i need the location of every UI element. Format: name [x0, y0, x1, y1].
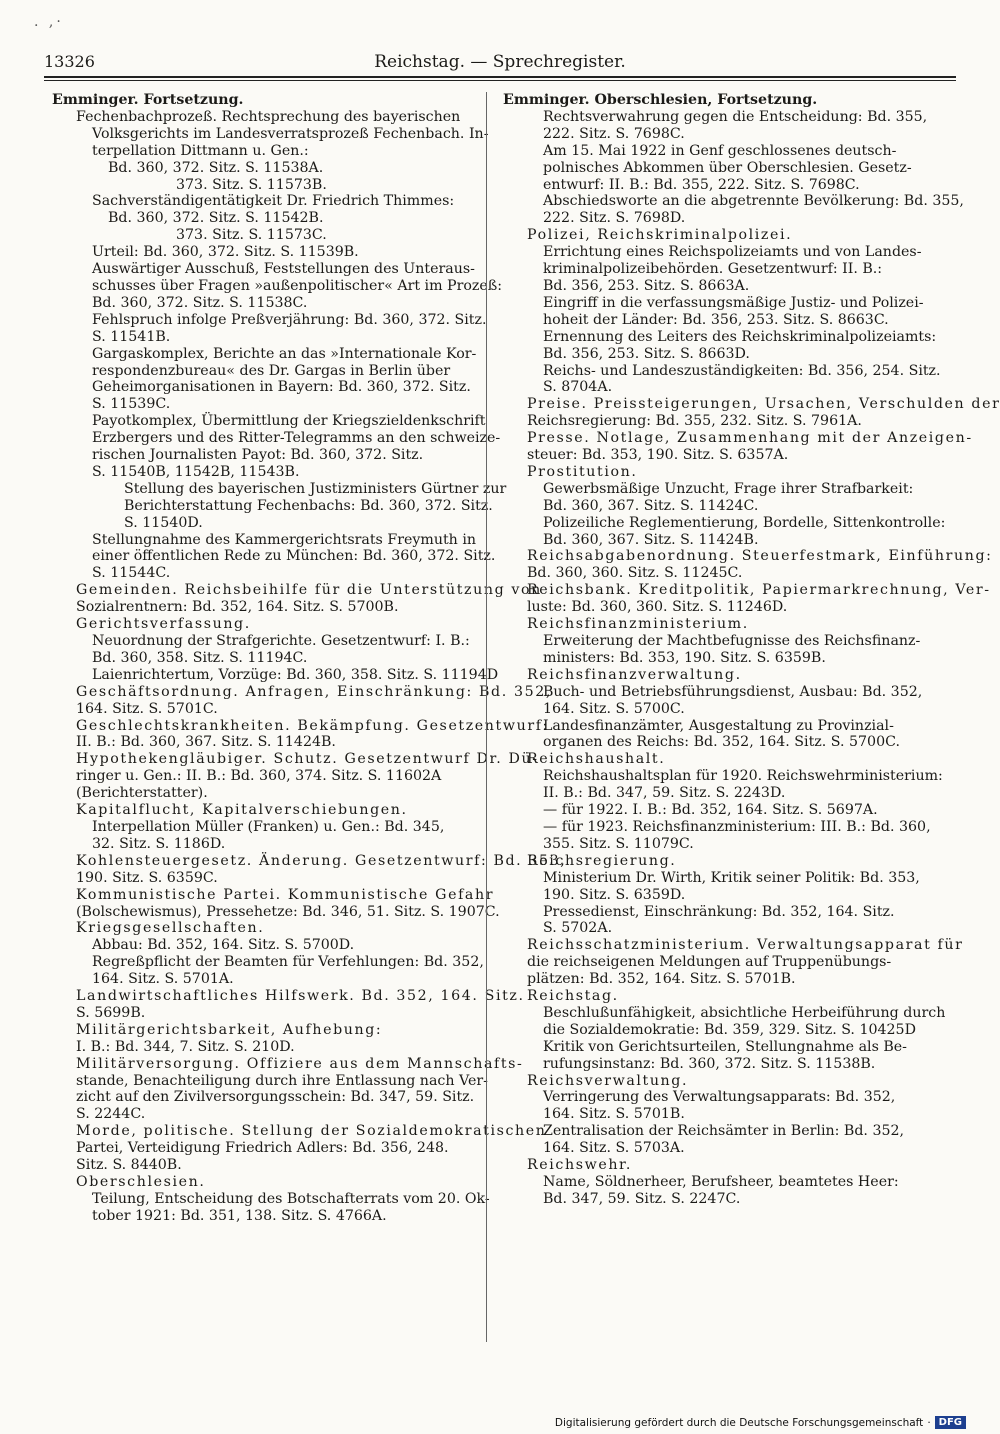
left-column-line: Partei, Verteidigung Friedrich Adlers: Bd. 356, 248.: [76, 1140, 449, 1157]
right-column-line: Polizei, Reichskriminalpolizei.: [527, 227, 793, 244]
right-column-line: Bd. 360, 360. Sitz. S. 11245C.: [527, 565, 743, 582]
corner-mark: . ,·: [34, 14, 64, 30]
dfg-logo: DFG: [935, 1416, 966, 1429]
left-column-line: 373. Sitz. S. 11573B.: [176, 176, 327, 193]
left-column-line: Bd. 360, 372. Sitz. S. 11538C.: [92, 294, 308, 311]
left-column-line: Militärversorgung. Offiziere aus dem Mannschafts-: [76, 1055, 524, 1072]
right-column-line: Zentralisation der Reichsämter in Berlin: Bd. 352,: [543, 1123, 905, 1140]
left-column-line: respondenzbureau« des Dr. Gargas in Berlin über: [92, 362, 451, 379]
right-column-line: 164. Sitz. S. 5700C.: [543, 700, 685, 717]
right-column-line: Reichsschatzministerium. Verwaltungsapparat für: [527, 937, 964, 954]
right-column-line: Gewerbsmäßige Unzucht, Frage ihrer Strafbarkeit:: [543, 480, 914, 497]
left-column-line: Abbau: Bd. 352, 164. Sitz. S. 5700D.: [92, 937, 355, 954]
right-column-line: polnisches Abkommen über Oberschlesien. Gesetz-: [543, 159, 912, 176]
left-column-line: Kapitalflucht, Kapitalverschiebungen.: [76, 802, 408, 819]
left-column-line: Auswärtiger Ausschuß, Feststellungen des Unteraus-: [92, 261, 475, 278]
left-column-line: Kommunistische Partei. Kommunistische Gefahr: [76, 886, 495, 903]
right-column-line: Reichswehr.: [527, 1157, 632, 1174]
right-column-line: Reichsregierung: Bd. 355, 232. Sitz. S. 7961A.: [527, 413, 862, 430]
right-column-line: organen des Reichs: Bd. 352, 164. Sitz. S. 5700C.: [543, 734, 900, 751]
right-column-line: Bd. 347, 59. Sitz. S. 2247C.: [543, 1190, 741, 1207]
right-column-line: Polizeiliche Reglementierung, Bordelle, Sittenkontrolle:: [543, 514, 946, 531]
right-column-line: Reichstag.: [527, 988, 619, 1005]
left-column-line: 32. Sitz. S. 1186D.: [92, 835, 226, 852]
left-column-line: Geschlechtskrankheiten. Bekämpfung. Gesetzentwurf:: [76, 717, 549, 734]
left-column-line: Bd. 360, 358. Sitz. S. 11194C.: [92, 649, 308, 666]
left-column-line: Bd. 360, 372. Sitz. S. 11542B.: [108, 210, 324, 227]
left-column-line: einer öffentlichen Rede zu München: Bd. 360, 372. Sitz.: [92, 548, 496, 565]
right-column-line: entwurf: II. B.: Bd. 355, 222. Sitz. S. 7698C.: [543, 176, 860, 193]
running-title: Reichstag. — Sprechregister.: [374, 52, 626, 72]
right-column-line: Buch- und Betriebsführungsdienst, Ausbau: Bd. 352,: [543, 683, 923, 700]
left-column-line: 190. Sitz. S. 6359C.: [76, 869, 218, 886]
left-column-line: zicht auf den Zivilversorgungsschein: Bd. 347, 59. Sitz.: [76, 1089, 475, 1106]
right-column-line: Preise. Preissteigerungen, Ursachen, Verschulden der: [527, 396, 1000, 413]
right-column-line: Bd. 356, 253. Sitz. S. 8663A.: [543, 277, 750, 294]
left-column-line: Sitz. S. 8440B.: [76, 1157, 182, 1174]
right-column-line: 190. Sitz. S. 6359D.: [543, 886, 686, 903]
left-column-line: Gerichtsverfassung.: [76, 616, 251, 633]
left-column-line: Sachverständigentätigkeit Dr. Friedrich Thimmes:: [92, 193, 455, 210]
left-column-line: S. 2244C.: [76, 1106, 146, 1123]
right-column-line: Emminger. Oberschlesien, Fortsetzung.: [503, 92, 818, 108]
right-column-line: Bd. 360, 367. Sitz. S. 11424C.: [543, 497, 759, 514]
left-column-line: Volksgerichts im Landesverratsprozeß Fechenbach. In-: [92, 125, 489, 142]
right-column-line: Presse. Notlage, Zusammenhang mit der Anzeigen-: [527, 430, 973, 447]
right-column-line: Verringerung des Verwaltungsapparats: Bd. 352,: [543, 1089, 896, 1106]
left-column-line: Emminger. Fortsetzung.: [52, 92, 244, 108]
right-column-line: Reichshaushalt.: [527, 751, 666, 768]
left-column-line: (Berichterstatter).: [76, 785, 208, 802]
right-column-line: Reichsregierung.: [527, 852, 677, 869]
left-column-line: Regreßpflicht der Beamten für Verfehlungen: Bd. 352,: [92, 954, 484, 971]
left-column-line: rischen Journalisten Payot: Bd. 360, 372. Sitz.: [92, 447, 424, 464]
right-column-line: ministers: Bd. 353, 190. Sitz. S. 6359B.: [543, 649, 826, 666]
left-column-line: (Bolschewismus), Pressehetze: Bd. 346, 51. Sitz. S. 1907C.: [76, 903, 500, 920]
right-column-line: Reichsfinanzverwaltung.: [527, 666, 742, 683]
footer-separator: ·: [927, 1416, 931, 1429]
left-column-line: Interpellation Müller (Franken) u. Gen.: Bd. 345,: [92, 818, 445, 835]
left-column-line: Teilung, Entscheidung des Botschafterrats vom 20. Ok-: [92, 1190, 490, 1207]
right-column-line: 222. Sitz. S. 7698D.: [543, 210, 686, 227]
right-column-line: plätzen: Bd. 352, 164. Sitz. S. 5701B.: [527, 971, 796, 988]
left-column-line: Kriegsgesellschaften.: [76, 920, 265, 937]
left-column-line: S. 11540B, 11542B, 11543B.: [92, 463, 300, 480]
right-column-line: 164. Sitz. S. 5703A.: [543, 1140, 685, 1157]
right-column-line: 355. Sitz. S. 11079C.: [543, 835, 694, 852]
page-header: [44, 52, 956, 74]
left-column-line: Sozialrentnern: Bd. 352, 164. Sitz. S. 5700B.: [76, 599, 399, 616]
right-column-line: kriminalpolizeibehörden. Gesetzentwurf: II. B.:: [543, 261, 883, 278]
left-column-line: 164. Sitz. S. 5701C.: [76, 700, 218, 717]
right-column-line: die reichseigenen Meldungen auf Truppenübungs-: [527, 954, 892, 971]
right-column-line: Landesfinanzämter, Ausgestaltung zu Provinzial-: [543, 717, 894, 734]
left-column-line: Landwirtschaftliches Hilfswerk. Bd. 352, 164. Sitz.: [76, 988, 525, 1005]
right-column-line: Reichs- und Landeszuständigkeiten: Bd. 356, 254. Sitz.: [543, 362, 941, 379]
right-column-line: Reichsverwaltung.: [527, 1072, 689, 1089]
left-column-line: tober 1921: Bd. 351, 138. Sitz. S. 4766A.: [92, 1207, 387, 1224]
right-column-line: Bd. 356, 253. Sitz. S. 8663D.: [543, 345, 750, 362]
left-column-line: Urteil: Bd. 360, 372. Sitz. S. 11539B.: [92, 244, 359, 261]
left-column-line: Geheimorganisationen in Bayern: Bd. 360, 372. Sitz.: [92, 379, 471, 396]
left-column-line: Morde, politische. Stellung der Sozialdemokratischen: [76, 1123, 547, 1140]
left-column-line: Neuordnung der Strafgerichte. Gesetzentwurf: I. B.:: [92, 633, 470, 649]
left-column-line: stande, Benachteiligung durch ihre Entlassung nach Ver-: [76, 1072, 488, 1089]
column-divider: [486, 92, 487, 1342]
left-column-line: S. 11544C.: [92, 565, 171, 582]
left-column-line: Oberschlesien.: [76, 1174, 206, 1190]
right-column-line: S. 5702A.: [543, 920, 613, 937]
header-rule-thin: [44, 80, 956, 81]
right-column-line: die Sozialdemokratie: Bd. 359, 329. Sitz. S. 10425D: [543, 1021, 916, 1038]
left-column-line: I. B.: Bd. 344, 7. Sitz. S. 210D.: [76, 1038, 295, 1055]
right-column-line: Reichsabgabenordnung. Steuerfestmark, Einführung:: [527, 548, 993, 565]
right-column-line: Am 15. Mai 1922 in Genf geschlossenes deutsch-: [543, 142, 897, 159]
right-column-line: Bd. 360, 367. Sitz. S. 11424B.: [543, 531, 759, 548]
right-column-line: rufungsinstanz: Bd. 360, 372. Sitz. S. 11538B.: [543, 1055, 876, 1072]
right-column-line: Pressedienst, Einschränkung: Bd. 352, 164. Sitz.: [543, 903, 895, 920]
header-rule: [44, 76, 956, 78]
left-column-line: Fechenbachprozeß. Rechtsprechung des bayerischen: [76, 108, 461, 125]
right-column-line: hoheit der Länder: Bd. 356, 253. Sitz. S. 8663C.: [543, 311, 889, 328]
right-column-line: Erweiterung der Machtbefugnisse des Reichsfinanz-: [543, 633, 921, 649]
left-column-line: Fehlspruch infolge Preßverjährung: Bd. 360, 372. Sitz.: [92, 311, 487, 328]
left-column-line: S. 5699B.: [76, 1004, 146, 1021]
left-column-line: 164. Sitz. S. 5701A.: [92, 971, 234, 988]
right-column-line: 222. Sitz. S. 7698C.: [543, 125, 685, 142]
right-column-line: Ministerium Dr. Wirth, Kritik seiner Politik: Bd. 353,: [543, 869, 920, 886]
left-column-line: Hypothekengläubiger. Schutz. Gesetzentwurf Dr. Dü-: [76, 751, 539, 768]
right-column-line: 164. Sitz. S. 5701B.: [543, 1106, 685, 1123]
left-column-line: II. B.: Bd. 360, 367. Sitz. S. 11424B.: [76, 734, 336, 751]
right-column: [503, 92, 1000, 1208]
right-column-line: Errichtung eines Reichspolizeiamts und von Landes-: [543, 244, 922, 261]
right-column-line: II. B.: Bd. 347, 59. Sitz. S. 2243D.: [543, 785, 786, 802]
right-column-line: Prostitution.: [527, 463, 638, 480]
right-column-line: Name, Söldnerheer, Berufsheer, beamtetes Heer:: [543, 1174, 899, 1190]
left-column-line: terpellation Dittmann u. Gen.:: [92, 142, 309, 159]
right-column-line: — für 1922. I. B.: Bd. 352, 164. Sitz. S. 5697A.: [543, 802, 878, 819]
left-column-line: Kohlensteuergesetz. Änderung. Gesetzentwurf: Bd. 353,: [76, 852, 567, 869]
left-column-line: 373. Sitz. S. 11573C.: [176, 227, 327, 244]
page-number: 13326: [44, 52, 95, 71]
left-column-line: Laienrichtertum, Vorzüge: Bd. 360, 358. Sitz. S. 11194D: [92, 666, 499, 683]
left-column-line: S. 11539C.: [92, 396, 171, 413]
left-column-line: Stellungnahme des Kammergerichtsrats Freymuth in: [92, 531, 476, 548]
right-column-line: Kritik von Gerichtsurteilen, Stellungnahme als Be-: [543, 1038, 907, 1055]
right-column-line: Ernennung des Leiters des Reichskriminalpolizeiamts:: [543, 328, 937, 345]
left-column-line: Stellung des bayerischen Justizministers Gürtner zur: [124, 480, 507, 497]
left-column: [52, 92, 567, 1225]
right-column-line: Beschlußunfähigkeit, absichtliche Herbeiführung durch: [543, 1004, 946, 1021]
right-column-line: Reichshaushaltsplan für 1920. Reichswehrministerium:: [543, 768, 943, 785]
right-column-line: luste: Bd. 360, 360. Sitz. S. 11246D.: [527, 599, 788, 616]
footer-text: Digitalisierung gefördert durch die Deutsche Forschungsgemeinschaft: [554, 1416, 924, 1429]
right-column-line: — für 1923. Reichsfinanzministerium: III. B.: Bd. 360,: [543, 818, 931, 835]
left-column-line: S. 11541B.: [92, 328, 171, 345]
left-column-line: Geschäftsordnung. Anfragen, Einschränkung: Bd. 352,: [76, 683, 552, 700]
left-column-line: Payotkomplex, Übermittlung der Kriegszieldenkschrift: [92, 413, 486, 430]
right-column-line: Reichsfinanzministerium.: [527, 616, 749, 633]
left-column-line: Bd. 360, 372. Sitz. S. 11538A.: [108, 159, 324, 176]
left-column-line: Gargaskomplex, Berichte an das »Internationale Kor-: [92, 345, 477, 362]
right-column-line: S. 8704A.: [543, 379, 613, 396]
left-column-line: Berichterstattung Fechenbachs: Bd. 360, 372. Sitz.: [124, 497, 493, 514]
left-column-line: Erzbergers und des Ritter-Telegramms an den schweize-: [92, 430, 501, 447]
left-column-line: Militärgerichtsbarkeit, Aufhebung:: [76, 1021, 383, 1038]
right-column-line: steuer: Bd. 353, 190. Sitz. S. 6357A.: [527, 447, 789, 464]
left-column-line: ringer u. Gen.: II. B.: Bd. 360, 374. Sitz. S. 11602A: [76, 768, 442, 785]
footer: [555, 1416, 966, 1429]
right-column-line: Abschiedsworte an die abgetrennte Bevölkerung: Bd. 355,: [543, 193, 964, 210]
left-column-line: Gemeinden. Reichsbeihilfe für die Unterstützung von: [76, 582, 542, 599]
left-column-line: schusses über Fragen »außenpolitischer« Art im Prozeß:: [92, 277, 503, 294]
right-column-line: Reichsbank. Kreditpolitik, Papiermarkrechnung, Ver-: [527, 582, 991, 599]
right-column-line: Eingriff in die verfassungsmäßige Justiz- und Polizei-: [543, 294, 924, 311]
right-column-line: Rechtsverwahrung gegen die Entscheidung: Bd. 355,: [543, 108, 928, 125]
left-column-line: S. 11540D.: [124, 514, 203, 531]
